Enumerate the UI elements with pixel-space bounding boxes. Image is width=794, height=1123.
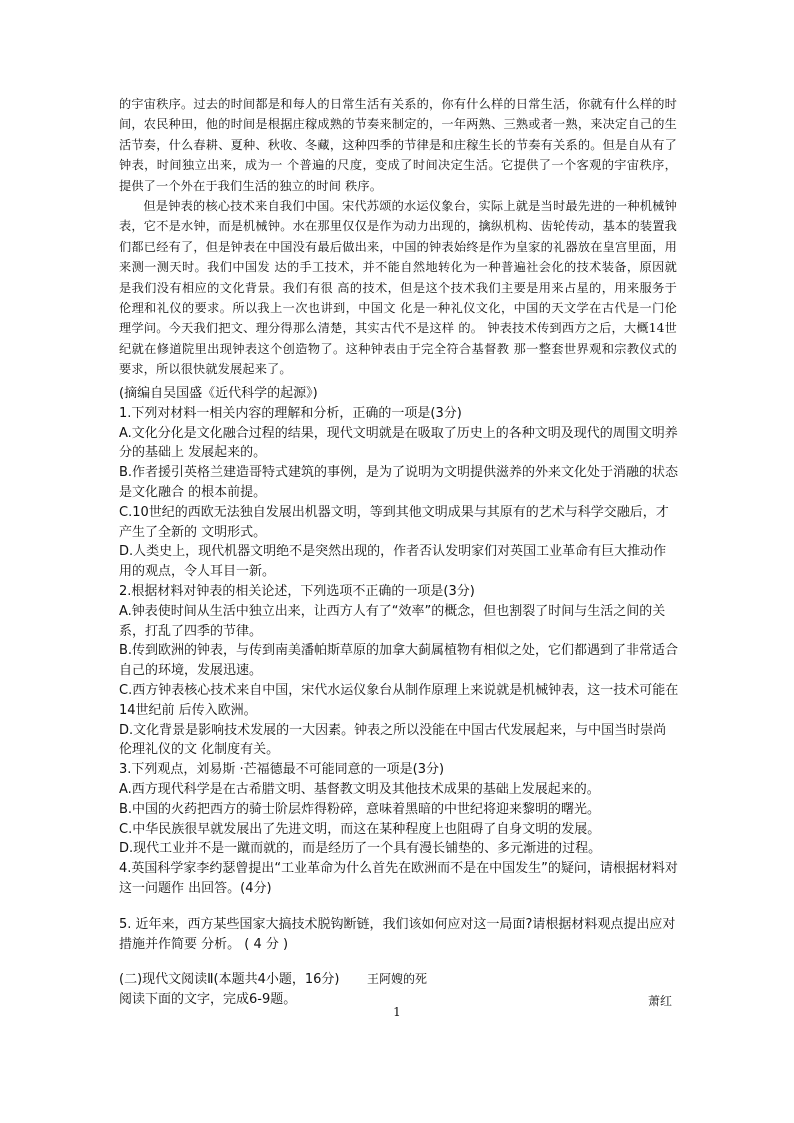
story-title: 王阿嫂的死 xyxy=(366,972,427,986)
question-2-option-d: D.文化背景是影响技术发展的一大因素。钟表之所以没能在中国古代发展起来，与中国当时崇尚伦理礼仪的文 化制度有关。 xyxy=(119,722,667,758)
question-3-option-b: B.中国的火药把西方的骑士阶层炸得粉碎，意味着黑暗的中世纪将迎来黎明的曙光。 xyxy=(119,801,601,817)
passage-source: (摘编自吴国盛《近代科学的起源》) xyxy=(119,386,318,401)
question-3-option-d: D.现代工业并不是一蹴而就的，而是经历了一个具有漫长铺垫的、多元渐进的过程。 xyxy=(119,841,602,857)
passage xyxy=(119,94,677,380)
section-2-heading: (二)现代文阅读Ⅱ(本题共4小题，16分) xyxy=(119,972,340,988)
question-1-option-d: D.人类史上，现代机器文明绝不是突然出现的，作者否认发明家们对英国工业革命有巨大推动作用的观点，令人耳目一新。 xyxy=(119,544,667,580)
questions-section xyxy=(119,384,679,1010)
story-author: 萧红 xyxy=(648,994,673,1008)
question-4: 4.英国科学家李约瑟曾提出“工业革命为什么首先在欧洲而不是在中国发生”的疑问，请根据材料对这一问题作 出回答。(4分) xyxy=(119,861,678,896)
question-1-stem: 1.下列对材料一相关内容的理解和分析，正确的一项是(3分) xyxy=(119,405,462,421)
question-1-option-a: A.文化分化是文化融合过程的结果，现代文明就是在吸取了历史上的各种文明及现代的周围文明养分的基础上 发展起来的。 xyxy=(119,425,678,461)
page-number: 1 xyxy=(393,1005,401,1019)
passage-paragraph-1: 的宇宙秩序。过去的时间都是和每人的日常生活有关系的，你有什么样的日常生活，你就有什么样的时间，农民种田，他的时间是根据庄稼成熟的节奏来制定的，一年两熟、三熟或者一熟，来决定自己的生活节奏，什么春耕、夏种、秋收、冬藏，这种四季的节律是和庄稼生长的节奏有关系的。但是自从有了钟表，时间独立出来，成为一 个普遍的尺度，变成了时间决定生活。它提供了一个客观的宇宙秩序，提供了一个外在于我们生活的独立的时间 秩序。 xyxy=(119,97,677,193)
question-3-option-c: C.中华民族很早就发展出了先进文明，而这在某种程度上也阻碍了自身文明的发展。 xyxy=(119,821,601,837)
passage-paragraph-2: 但是钟表的核心技术来自我们中国。宋代苏颂的水运仪象台，实际上就是当时最先进的一种机械钟表，它不是水钟，而是机械钟。水在那里仅仅是作为动力出现的，擒纵机构、齿轮传动，基本的装置我们都已经有了，但是钟表在中国没有最后做出来，中国的钟表始终是作为皇家的礼器放在皇宫里面，用来测一测天时。我们中国发 达的手工技术，并不能自然地转化为一种普遍社会化的技术装备，原因就是我们没有相应的文化背景。我们有很 高的技术，但是这个技术我们主要是用来占星的，用来服务于伦理和礼仪的要求。所以我上一次也讲到，中国文 化是一种礼仪文化，中国的天文学在古代是一门伦理学问。今天我们把文、理分得那么清楚，其实古代不是这样 的。 钟表技术传到西方之后，大概14世纪就在修道院里出现钟表这个创造物了。这种钟表由于完全符合基督教 那一整套世界观和宗教仪式的要求，所以很快就发展起来了。 xyxy=(119,199,677,377)
question-2-option-b: B.传到欧洲的钟表，与传到南美潘帕斯草原的加拿大蓟属植物有相似之处，它们都遇到了非常适合自己的环境，发展迅速。 xyxy=(119,643,679,679)
question-3-stem: 3.下列观点，刘易斯 ·芒福德最不可能同意的一项是(3分) xyxy=(119,762,445,778)
question-2-option-c: C.西方钟表核心技术来自中国，宋代水运仪象台从制作原理上来说就是机械钟表，这一技术可能在14世纪前 后传入欧洲。 xyxy=(119,682,679,718)
question-1-option-b: B.作者援引英格兰建造哥特式建筑的事例，是为了说明为文明提供滋养的外来文化处于消融的状态是文化融合 的根本前提。 xyxy=(119,465,679,500)
question-2-option-a: A.钟表使时间从生活中独立出来，让西方人有了“效率”的概念，但也割裂了时间与生活之间的关系，打乱了四季的节律。 xyxy=(119,603,666,639)
section-2-instruction: 阅读下面的文字，完成6-9题。 xyxy=(119,992,297,1008)
question-5: 5. 近年来，西方某些国家大搞技术脱钩断链，我们该如何应对这一局面?请根据材料观点提出应对措施并作简要 分析。 ( 4 分 ) xyxy=(119,916,676,952)
question-3-option-a: A.西方现代科学是在古希腊文明、基督教文明及其他技术成果的基础上发展起来的。 xyxy=(119,781,600,797)
question-1-option-c: C.10世纪的西欧无法独自发展出机器文明，等到其他文明成果与其原有的艺术与科学交融后，才产生了全新的 文明形式。 xyxy=(119,504,669,540)
question-2-stem: 2.根据材料对钟表的相关论述，下列选项不正确的一项是(3分) xyxy=(119,583,475,599)
